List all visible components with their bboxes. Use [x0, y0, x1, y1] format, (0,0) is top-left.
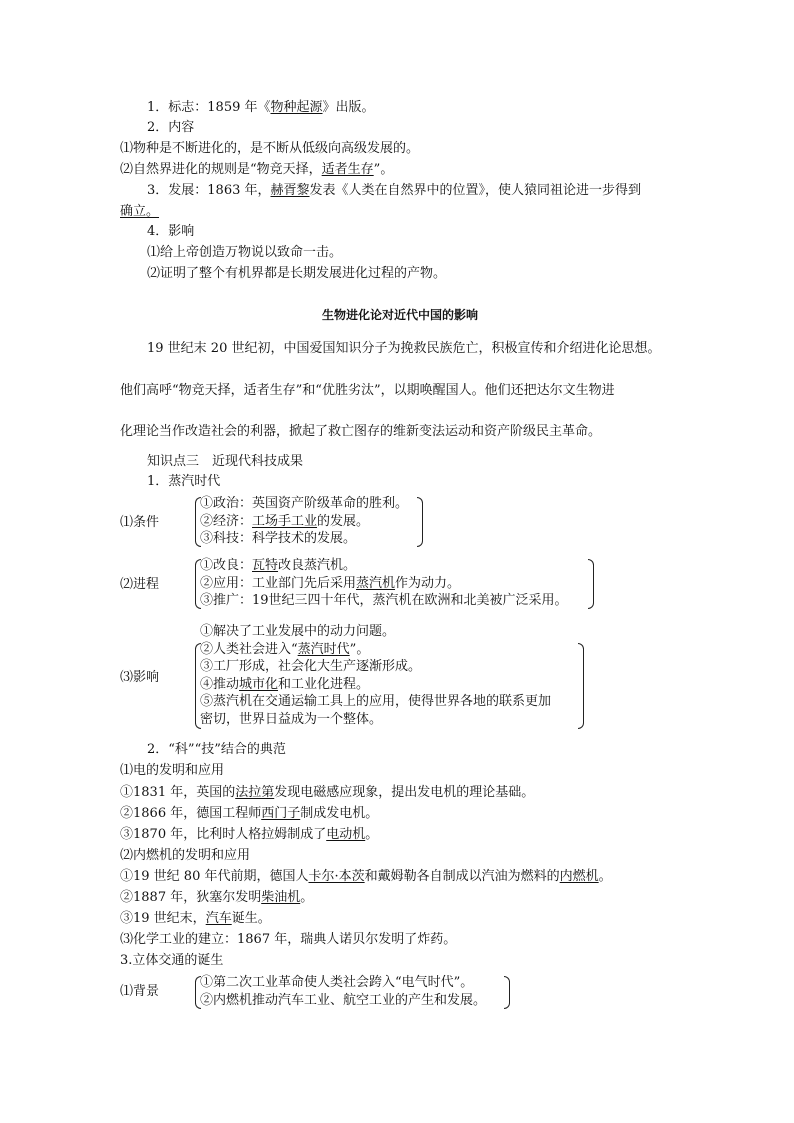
impact-group: [120, 623, 590, 733]
transport-title: 3.立体交通的诞生: [120, 953, 224, 968]
steam-age-title: 1．蒸汽时代: [147, 474, 221, 489]
right-brace: [504, 976, 510, 1009]
background-group: [120, 974, 520, 1012]
impact-item-1: ⑴给上帝创造万物说以致命一击。: [147, 245, 343, 260]
chemical-industry-line: ⑶化学工业的建立：1867 年，瑞典人诺贝尔发明了炸药。: [120, 932, 457, 947]
box-title: 生物进化论对近代中国的影响: [322, 308, 479, 322]
box-paragraph-line-2: 他们高呼“物竞天择，适者生存”和“优胜劣汰”，以期唤醒国人。他们还把达尔文生物进: [120, 383, 615, 398]
engine-item-3: ③19 世纪末，汽车诞生。: [120, 911, 271, 926]
right-brace: [578, 643, 584, 729]
engine-heading: ⑵内燃机的发明和应用: [120, 848, 251, 863]
right-brace: [417, 497, 423, 547]
engine-item-2: ②1887 年，狄塞尔发明柴油机。: [120, 890, 314, 905]
electricity-heading: ⑴电的发明和应用: [120, 763, 225, 778]
development-line-cont: 确立。: [120, 204, 160, 219]
condition-item-3: ③科技：科学技术的发展。: [200, 531, 357, 546]
background-item-1: ①第二次工业革命使人类社会跨入“电气时代”。: [200, 975, 474, 990]
impact-heading: 4．影响: [147, 224, 195, 239]
condition-item-1: ①政治：英国资产阶级革命的胜利。: [200, 496, 409, 511]
condition-item-2: ②经济：工场手工业的发展。: [200, 513, 370, 529]
background-item-2: ②内燃机推动汽车工业、航空工业的产生和发展。: [200, 992, 487, 1008]
process-item-1: ①改良：瓦特改良蒸汽机。: [200, 558, 357, 573]
impact-item-4: ④推动城市化和工业化进程。: [200, 676, 370, 692]
box-paragraph-line-1: 19 世纪末 20 世纪初，中国爱国知识分子为挽救民族危亡，积极宣传和介绍进化论思想。: [147, 341, 661, 356]
box-paragraph-line-3: 化理论当作改造社会的利器，掀起了救亡图存的维新变法运动和资产阶级民主革命。: [120, 424, 602, 439]
content-heading: 2．内容: [147, 120, 195, 135]
electricity-item-3: ③1870 年，比利时人格拉姆制成了电动机。: [120, 827, 379, 842]
sign-line: 1．标志：1859 年《物种起源》出版。: [147, 100, 375, 115]
background-label: ⑴背景: [120, 984, 160, 999]
impact-item-2: ②人类社会进入“蒸汽时代”。: [200, 641, 370, 657]
process-item-2: ②应用：工业部门先后采用蒸汽机作为动力。: [200, 575, 461, 591]
electricity-item-2: ②1866 年，德国工程师西门子制成发电机。: [120, 806, 379, 821]
book-origin-of-species: 物种起源: [270, 100, 323, 115]
right-brace: [588, 559, 594, 609]
impact-label: ⑶影响: [120, 670, 160, 685]
science-tech-title: 2．“科”“技”结合的典范: [147, 742, 286, 757]
impact-item-3: ③工厂形成，社会化大生产逐渐形成。: [200, 659, 422, 674]
process-label: ⑵进程: [120, 577, 160, 592]
content-item-2: ⑵自然界进化的规则是“物竞天择，适者生存”。: [120, 162, 394, 177]
engine-item-1: ①19 世纪 80 年代前期，德国人卡尔·本茨和戴姆勒各自制成以汽油为燃料的内燃机。: [120, 869, 612, 884]
section-heading: 知识点三 近现代科技成果: [147, 454, 304, 469]
impact-item-6: 密切，世界日益成为一个整体。: [200, 711, 383, 727]
conditions-group: [120, 495, 430, 551]
process-group: [120, 557, 600, 613]
impact-item-1: ①解决了工业发展中的动力问题。: [200, 624, 396, 639]
electricity-item-1: ①1831 年，英国的法拉第发现电磁感应现象，提出发电机的理论基础。: [120, 785, 535, 800]
content-item-1: ⑴物种是不断进化的，是不断从低级向高级发展的。: [120, 141, 420, 156]
conditions-label: ⑴条件: [120, 515, 160, 530]
process-item-3: ③推广：19世纪三四十年代，蒸汽机在欧洲和北美被广泛采用。: [200, 593, 568, 608]
impact-item-5: ⑤蒸汽机在交通运输工具上的应用，使得世界各地的联系更加: [200, 694, 552, 709]
development-line: 3．发展：1863 年，赫胥黎发表《人类在自然界中的位置》，使人猿同祖论进一步得到: [147, 183, 642, 198]
impact-item-2: ⑵证明了整个有机界都是长期发展进化过程的产物。: [147, 266, 447, 281]
